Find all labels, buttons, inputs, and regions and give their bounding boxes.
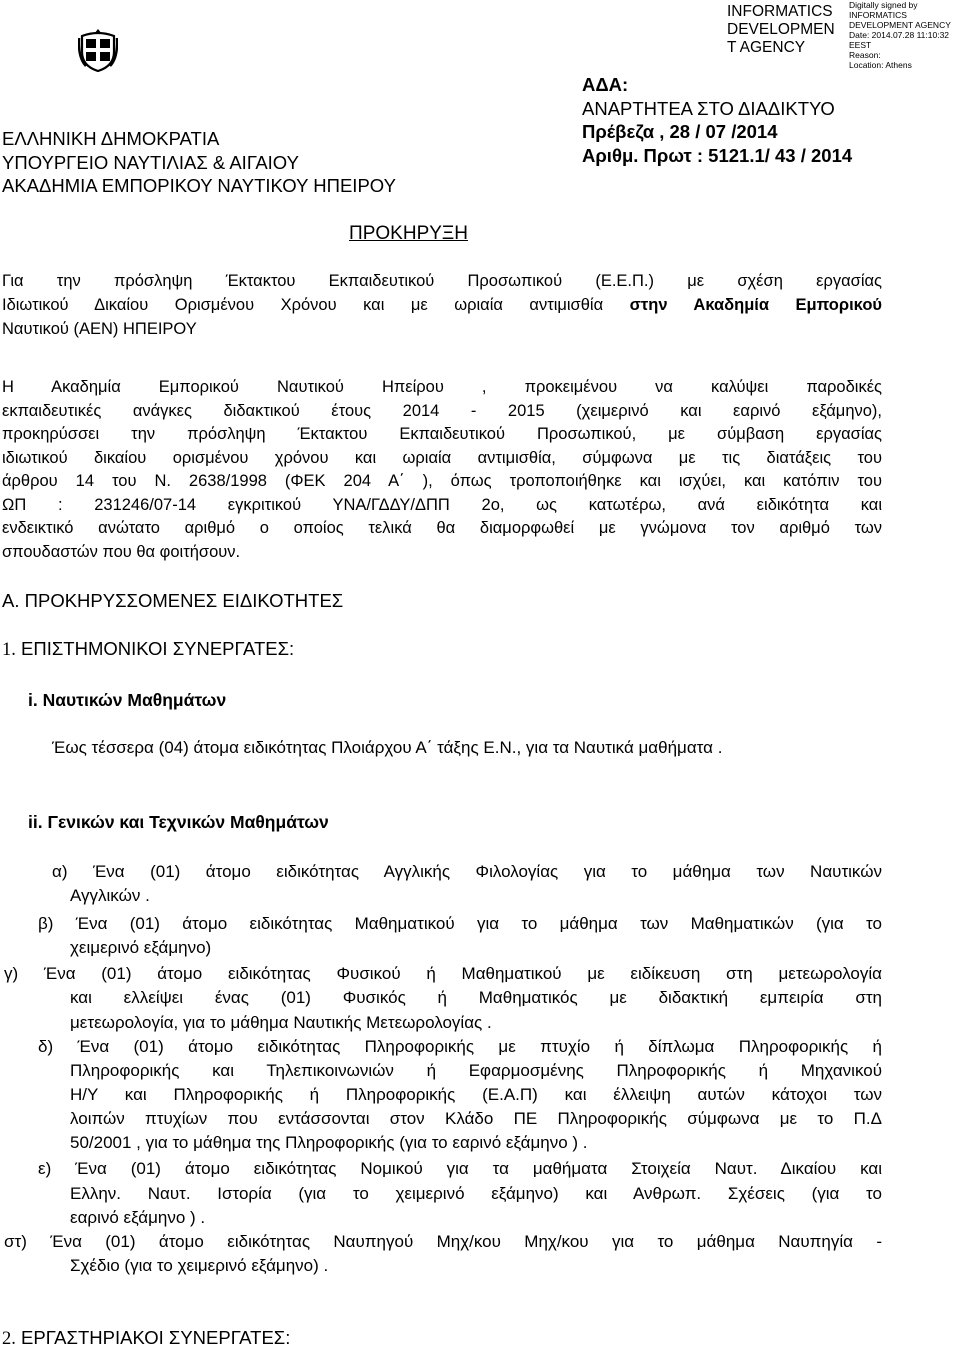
signature-org-line: INFORMATICS	[727, 3, 833, 20]
body-line: προκηρύσσει την πρόσληψη Έκτακτου Εκπαιδευτικού Προσωπικού, με σύμβαση εργασίας	[2, 425, 882, 443]
body-line: ενδεικτικό ανώτατο αριθμό ο οποίος τελικά θα διαμορφωθεί με γνώμονα τον αριθμό των	[2, 519, 882, 537]
item-e-line: Ελλην. Ναυτ. Ιστορία (για το χειμερινό εξάμηνο) και Ανθρωπ. Σχέσεις (για το	[70, 1184, 882, 1203]
item-d-line: δ) Ένα (01) άτομο ειδικότητας Πληροφορικής με πτυχίο ή δίπλωμα Πληροφορικής ή	[38, 1037, 882, 1056]
signature-organization	[727, 3, 835, 57]
item-d-line: 50/2001 , για το μάθημα της Πληροφορικής (για το εαρινό εξάμηνο ) .	[70, 1133, 588, 1152]
signature-meta-line: INFORMATICS	[849, 10, 907, 20]
item-b-line: χειμερινό εξάμηνο)	[70, 938, 212, 957]
body-line: άρθρου 14 του Ν. 2638/1998 (ΦΕΚ 204 Α΄ ), όπως τροποποιήθηκε και ισχύει, και κατόπιν του	[2, 472, 882, 490]
section-a-heading: Α. ΠΡΟΚΗΡΥΣΣΟΜΕΝΕΣ ΕΙΔΙΚΟΤΗΤΕΣ	[2, 590, 344, 611]
item-f-line: Σχέδιο (για το χειμερινό εξάμηνο) .	[70, 1256, 329, 1275]
issuer-line: ΥΠΟΥΡΓΕΙΟ ΝΑΥΤΙΛΙΑΣ & ΑΙΓΑΙΟΥ	[2, 151, 299, 173]
intro-bold: στην Ακαδημία Εμπορικού	[629, 296, 883, 314]
section-2-heading	[2, 1327, 290, 1350]
subsection-ii-heading: ii. Γενικών και Τεχνικών Μαθημάτων	[28, 812, 329, 832]
body-line: σπουδαστών που θα φοιτήσουν.	[2, 543, 241, 561]
body-line: εκπαιδευτικές ανάγκες διδακτικού έτους 2014 - 2015 (χειμερινό και εαρινό εξάμηνο),	[2, 402, 882, 420]
signature-meta-line: EEST	[849, 40, 872, 50]
subsection-i-text: Έως τέσσερα (04) άτομα ειδικότητας Πλοιάρχου Α΄ τάξης Ε.Ν., για τα Ναυτικά μαθήματα .	[52, 738, 723, 757]
issuer-line: ΑΚΑΔΗΜΙΑ ΕΜΠΟΡΙΚΟΥ ΝΑΥΤΙΚΟΥ ΗΠΕΙΡΟΥ	[2, 175, 396, 196]
section-1-number: 1.	[2, 640, 16, 660]
signature-meta-line: Location: Athens	[849, 60, 912, 70]
section-2-number: 2.	[2, 1329, 16, 1349]
body-line: ΩΠ : 231246/07-14 εγκριτικού ΥΝΑ/ΓΔΔΥ/ΔΠΠ 2ο, ως κατωτέρω, ανά ειδικότητα και	[2, 496, 882, 514]
issuer-header	[2, 127, 396, 198]
signature-meta-line: Reason:	[849, 50, 881, 60]
body-line: ιδιωτικού δικαίου ορισμένου χρόνου και ωριαία αντιμισθία, σύμφωνα με τις διατάξεις του	[2, 449, 882, 467]
section-1-heading	[2, 638, 294, 661]
intro-normal: Ιδιωτικού Δικαίου Ορισμένου Χρόνου και με ωριαία αντιμισθία	[2, 296, 630, 314]
item-d-line: Πληροφορικής και Τηλεπικοινωνιών ή Εφαρμοσμένης Πληροφορικής ή Μηχανικού	[70, 1061, 882, 1080]
signature-org-line: DEVELOPMEN	[727, 21, 835, 38]
protocol-number: Αριθμ. Πρωτ : 5121.1/ 43 / 2014	[582, 144, 853, 166]
item-b-line: β) Ένα (01) άτομο ειδικότητας Μαθηματικού για το μάθημα των Μαθηματικών (για το	[38, 914, 882, 933]
signature-metadata	[849, 0, 951, 70]
item-c-line: μετεωρολογία, για το μάθημα Ναυτικής Μετεωρολογίας .	[70, 1013, 492, 1032]
intro-line	[2, 294, 882, 318]
place-date: Πρέβεζα , 28 / 07 /2014	[582, 121, 778, 142]
item-e-line: ε) Ένα (01) άτομο ειδικότητας Νομικού για τα μαθήματα Στοιχεία Ναυτ. Δικαίου και	[38, 1159, 882, 1178]
item-c-line: γ) Ένα (01) άτομο ειδικότητας Φυσικού ή Μαθηματικού με ειδίκευση στη μετεωρολογία	[4, 964, 882, 983]
ada-label: ΑΔΑ:	[582, 74, 629, 95]
item-d-line: Η/Υ και Πληροφορικής ή Πληροφορικής (Ε.Α.Π) και έλλειψη αυτών κάτοχοι των	[70, 1085, 882, 1104]
item-a-line: α) Ένα (01) άτομο ειδικότητας Αγγλικής Φιλολογίας για το μάθημα των Ναυτικών	[52, 862, 882, 881]
signature-meta-line: Digitally signed by	[849, 0, 918, 10]
item-c-line: και ελλείψει ένας (01) Φυσικός ή Μαθηματικός με διδακτική εμπειρία στη	[70, 988, 882, 1007]
issuer-line: ΕΛΛΗΝΙΚΗ ΔΗΜΟΚΡΑΤΙΑ	[2, 128, 220, 149]
item-f-line: στ) Ένα (01) άτομο ειδικότητας Ναυπηγού Μηχ/κου Μηχ/κου για το μάθημα Ναυπηγία -	[4, 1232, 882, 1251]
subsection-i-heading: i. Ναυτικών Μαθημάτων	[28, 690, 227, 710]
item-d-line: λοιπών πτυχίων που εντάσσονται στον Κλάδο ΠΕ Πληροφορικής σύμφωνα με το Π.Δ	[70, 1109, 882, 1128]
signature-org-line: T AGENCY	[727, 39, 806, 56]
document-reference	[582, 73, 852, 167]
page-title: ΠΡΟΚΗΡΥΞΗ	[349, 223, 468, 244]
section-2-label: ΕΡΓΑΣΤΗΡΙΑΚΟΙ ΣΥΝΕΡΓΑΤΕΣ:	[21, 1327, 291, 1348]
item-a-line: Αγγλικών .	[70, 886, 150, 905]
item-e-line: εαρινό εξάμηνο ) .	[70, 1208, 206, 1227]
signature-meta-line: DEVELOPMENT AGENCY	[849, 20, 951, 30]
greek-emblem-icon	[78, 28, 118, 72]
section-1-label: ΕΠΙΣΤΗΜΟΝΙΚΟΙ ΣΥΝΕΡΓΑΤΕΣ:	[21, 638, 295, 659]
posted-notice: ΑΝΑΡΤΗΤΕΑ ΣΤΟ ΔΙΑΔΙΚΤΥΟ	[582, 97, 835, 119]
intro-line: Για την πρόσληψη Έκτακτου Εκπαιδευτικού Προσωπικού (Ε.Ε.Π.) με σχέση εργασίας	[2, 272, 882, 290]
intro-line: Ναυτικού (ΑΕΝ) ΗΠΕΙΡΟΥ	[2, 320, 197, 338]
body-line: Η Ακαδημία Εμπορικού Ναυτικού Ηπείρου , προκειμένου να καλύψει παροδικές	[2, 378, 882, 396]
signature-meta-line: Date: 2014.07.28 11:10:32	[849, 30, 950, 40]
